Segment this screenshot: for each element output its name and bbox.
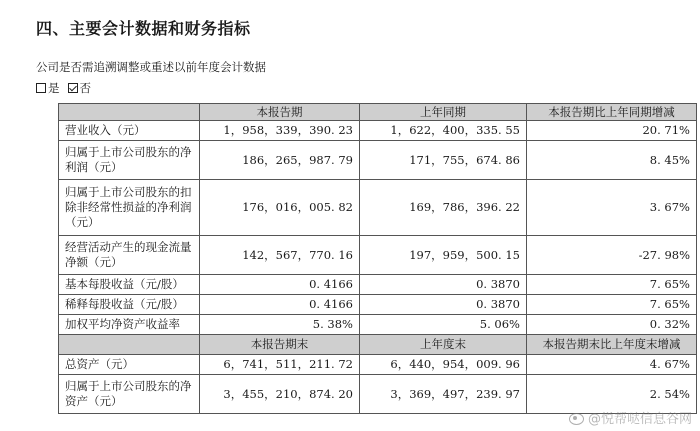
- checked-box-icon: [68, 83, 78, 93]
- cell-value: 5. 06%: [360, 315, 527, 335]
- cell-value: 7. 65%: [527, 295, 697, 315]
- row-label: 基本每股收益（元/股）: [59, 275, 200, 295]
- table-row: [59, 295, 697, 315]
- option-no-label: 否: [79, 81, 91, 95]
- cell-value: 169，786，396. 22: [360, 180, 527, 236]
- cell-value: 0. 4166: [200, 275, 360, 295]
- row-label: 归属于上市公司股东的净利润（元）: [59, 141, 200, 180]
- row-label: 经营活动产生的现金流量净额（元）: [59, 236, 200, 275]
- header-cell: 本报告期末: [200, 335, 360, 355]
- cell-value: 20. 71%: [527, 121, 697, 141]
- cell-value: 0. 32%: [527, 315, 697, 335]
- cell-value: 186，265，987. 79: [200, 141, 360, 180]
- table-row: [59, 355, 697, 375]
- table-row: [59, 236, 697, 275]
- header-cell: 上年同期: [360, 104, 527, 121]
- row-label: 总资产（元）: [59, 355, 200, 375]
- table-row: [59, 315, 697, 335]
- option-yes: [36, 80, 60, 96]
- financial-indicators-table: [58, 103, 697, 414]
- row-label: 归属于上市公司股东的净资产（元）: [59, 375, 200, 414]
- header-cell: 本报告期末比上年度末增减: [527, 335, 697, 355]
- cell-value: 176，016，005. 82: [200, 180, 360, 236]
- header-cell: 本报告期比上年同期增减: [527, 104, 697, 121]
- cell-value: 3. 67%: [527, 180, 697, 236]
- watermark: [569, 408, 692, 427]
- table-header-row: [59, 104, 697, 121]
- cell-value: 6，440，954，009. 96: [360, 355, 527, 375]
- row-label: 加权平均净资产收益率: [59, 315, 200, 335]
- cell-value: 142，567，770. 16: [200, 236, 360, 275]
- table-row: [59, 275, 697, 295]
- cell-value: 2. 54%: [527, 375, 697, 414]
- table-row: [59, 180, 697, 236]
- cell-value: 1，958，339，390. 23: [200, 121, 360, 141]
- cell-value: 8. 45%: [527, 141, 697, 180]
- table-row: [59, 141, 697, 180]
- unchecked-box-icon: [36, 83, 46, 93]
- cell-value: 171，755，674. 86: [360, 141, 527, 180]
- header-cell: [59, 104, 200, 121]
- cell-value: 5. 38%: [200, 315, 360, 335]
- cell-value: 1，622，400，335. 55: [360, 121, 527, 141]
- row-label: 营业收入（元）: [59, 121, 200, 141]
- restatement-options: [36, 80, 91, 96]
- cell-value: 0. 3870: [360, 295, 527, 315]
- cell-value: 197，959，500. 15: [360, 236, 527, 275]
- cell-value: 0. 3870: [360, 275, 527, 295]
- restatement-question: 公司是否需追溯调整或重述以前年度会计数据: [36, 60, 266, 74]
- cell-value: 7. 65%: [527, 275, 697, 295]
- section-title: 四、主要会计数据和财务指标: [36, 19, 251, 38]
- option-yes-label: 是: [48, 81, 60, 95]
- weibo-icon: [569, 411, 585, 424]
- cell-value: 3，369，497，239. 97: [360, 375, 527, 414]
- watermark-text: @悦帮哒信息谷网: [587, 412, 692, 427]
- table-header-row: [59, 335, 697, 355]
- option-no: [68, 80, 92, 96]
- cell-value: 6，741，511，211. 72: [200, 355, 360, 375]
- table-row: [59, 121, 697, 141]
- cell-value: 4. 67%: [527, 355, 697, 375]
- row-label: 归属于上市公司股东的扣除非经常性损益的净利润（元）: [59, 180, 200, 236]
- cell-value: -27. 98%: [527, 236, 697, 275]
- header-cell: 本报告期: [200, 104, 360, 121]
- header-cell: [59, 335, 200, 355]
- cell-value: 0. 4166: [200, 295, 360, 315]
- header-cell: 上年度末: [360, 335, 527, 355]
- row-label: 稀释每股收益（元/股）: [59, 295, 200, 315]
- cell-value: 3，455，210，874. 20: [200, 375, 360, 414]
